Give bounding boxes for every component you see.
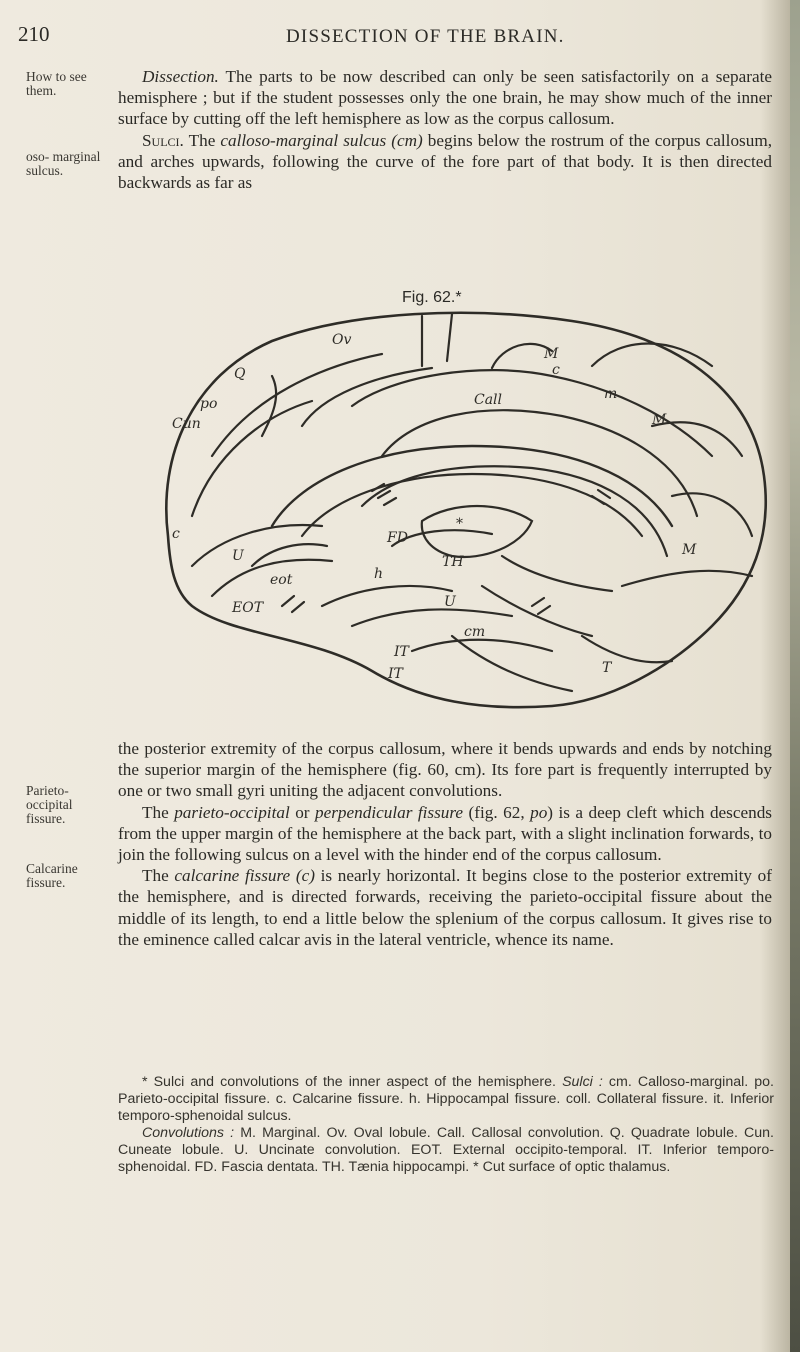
paragraph-continued: the posterior extremity of the corpus callosum, where it bends upwards and ends by notching the superior margin of the hemisphere (fig. 60, cm). Its fore part is frequently interrupted by one or two small gyri uniting the adjacent convolutions. [118, 739, 772, 801]
lead-sulci: Sulci. [142, 130, 184, 150]
label-call: Call [474, 392, 503, 408]
label-it: IT [394, 644, 409, 660]
label-h: h [374, 566, 384, 582]
brain-diagram [152, 306, 776, 716]
label-cm: cm [464, 624, 486, 640]
label-c-top: c [552, 362, 560, 378]
label-cun: Cun [172, 416, 201, 432]
footnote-conv-text: M. Marginal. Ov. Oval lobule. Call. Callosal convolution. Q. Quadrate lobule. Cun. Cuneate lobule. U. Uncinate convolution. EOT. External occipito-temporal. IT. Inferior temporo-sphenoidal. FD. Fascia dentata. TH. Tænia hippocampi. * Cut surface of optic thalamus. [118, 1125, 774, 1175]
label-star: * [456, 516, 463, 532]
paragraph-calcarine [118, 865, 772, 950]
text-calc-rest: is nearly horizontal. It begins close to the posterior extremity of the hemisphere, and is directed forwards, receiving the parieto-occipital fissure about the middle of its length, to end a little below the splenium of the corpus callosum. It gives rise to the eminence called calcar avis in the lateral ventricle, whence its name. [118, 866, 772, 949]
label-u-left: U [232, 548, 244, 564]
margin-note-calcarine: Calcarine fissure. [26, 861, 78, 890]
label-m-lower: M [682, 542, 697, 558]
label-m-right: M [652, 412, 667, 428]
margin-note-parieto-occipital: Parieto- occipital fissure. [26, 783, 73, 826]
footnote-sulci-label: Sulci : [562, 1074, 603, 1090]
page-number: 210 [18, 22, 50, 46]
footnote-lead: * Sulci and convolutions of the inner aspect of the hemisphere. [142, 1074, 556, 1090]
term-po: po [530, 802, 548, 822]
label-po: po [200, 396, 218, 412]
term-calloso-marginal: calloso-marginal sulcus (cm) [220, 130, 423, 150]
footnote-convolutions [118, 1125, 774, 1176]
label-ov: Ov [332, 332, 352, 348]
footnote [118, 1074, 774, 1176]
label-eot-small: eot [270, 572, 293, 588]
text-sulci-a: The [183, 130, 221, 150]
margin-note-how-to-see: How to see them. [26, 69, 87, 98]
text-po-fig: (fig. 62, [463, 802, 531, 822]
label-t: T [602, 660, 612, 676]
term-perpendicular: perpendicular fissure [315, 802, 464, 822]
text-po-a: The [142, 802, 175, 822]
footnote-text [118, 1074, 774, 1125]
label-eot: EOT [232, 600, 264, 616]
label-it-lower: IT [388, 666, 403, 682]
page-edge-shadow [790, 0, 800, 1352]
text-calc-c: (c) [290, 866, 315, 886]
upper-text [118, 66, 772, 193]
label-m-top: M [544, 346, 559, 362]
running-title: DISSECTION OF THE BRAIN. [286, 26, 565, 47]
footnote-sulci-text: cm. Calloso-marginal. po. Parieto-occipital fissure. c. Calcarine fissure. h. Hippocampal fissure. coll. Collateral fissure. it. Inferior temporo-sphenoidal sulcus. [118, 1074, 774, 1124]
text-po-or: or [289, 802, 315, 822]
label-q: Q [234, 366, 246, 382]
label-m-small: m [604, 386, 618, 402]
paragraph-dissection [118, 66, 772, 130]
label-th: TH [442, 554, 464, 570]
label-c-left: c [172, 526, 180, 542]
text-sulci-rest: begins below the rostrum of the corpus callosum, and arches upwards, following the curve of the fore part of that body. It is then directed backwards as far as [118, 130, 772, 193]
text-po-rest: ) is a deep cleft which descends from the upper margin of the hemisphere at the back part, with a slight inclination forwards, to join the following sulcus on a level with the hinder end of the corpus callosum. [118, 802, 772, 865]
text-dissection: The parts to be now described can only be seen satisfactorily on a separate hemisphere ; but if the student possesses only the one brain, he may show much of the inner surface by cutting off the left hemisphere as low as the corpus callosum. [118, 67, 772, 129]
term-parieto-occipital: parieto-occipital [174, 802, 290, 822]
label-u: U [444, 594, 456, 610]
lower-text [118, 738, 772, 950]
text-calc-a: The [142, 866, 175, 886]
term-calcarine: calcarine fissure [174, 866, 291, 886]
paragraph-sulci [118, 130, 772, 194]
lead-dissection: Dissection. [142, 67, 219, 86]
margin-note-oso-marginal: oso- marginal sulcus. [26, 149, 101, 178]
footnote-conv-label: Convolutions : [142, 1125, 235, 1141]
label-fd: FD [387, 530, 408, 546]
paragraph-parieto-occipital [118, 802, 772, 866]
figure-label: Fig. 62.* [402, 289, 462, 306]
